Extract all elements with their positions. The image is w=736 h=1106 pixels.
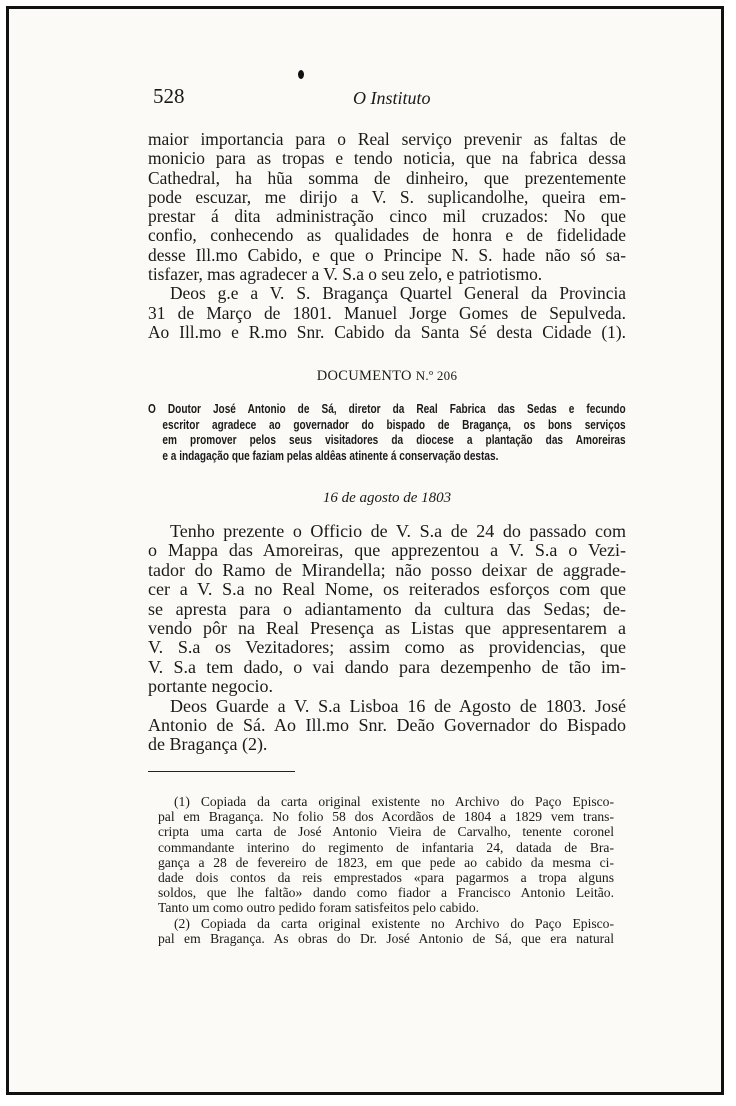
footnote-line: cripta uma carta de José Antonio Vieira de Carvalho, tenente coronel xyxy=(158,824,614,840)
page-number: 528 xyxy=(153,84,185,108)
summary-line: O Doutor José Antonio de Sá, diretor da Real Fabrica das Sedas e fecundo xyxy=(148,402,626,416)
footnote-line: commandante interino do regimento de infantaria 24, datada de Bra- xyxy=(158,839,614,855)
text-line: Deos Guarde a V. S.a Lisboa 16 de Agosto de 1803. José xyxy=(170,695,626,716)
text-line: de Bragança (2). xyxy=(148,734,268,755)
text-line: desse Ill.mo Cabido, e que o Principe N. S. hade não só sa- xyxy=(148,244,626,265)
text-line: tisfazer, mas agradecer a V. S.a o seu zelo, e patriotismo. xyxy=(148,264,543,285)
text-line: o Mappa das Amoreiras, que apprezentou a V. S.a o Vezi- xyxy=(148,540,626,561)
footnote-line: pal em Bragança. As obras do Dr. José Antonio de Sá, que era natural xyxy=(158,930,614,946)
footnote-line: (1) Copiada da carta original existente no Archivo do Paço Episco- xyxy=(174,794,614,809)
document-body xyxy=(148,522,626,755)
text-line: cer a V. S.a no Real Nome, os reiterados esforços com que xyxy=(148,579,626,600)
footnote-divider xyxy=(148,771,295,772)
footnote-line: soldos, que lhe faltão» dando como fiador a Francisco Antonio Leitão. xyxy=(158,885,614,901)
footnote-line: Tanto um como outro pedido foram satisfeitos pelo cabido. xyxy=(158,900,480,916)
summary-line: em promover pelos seus visitadores da diocese a plantação das Amoreiras xyxy=(162,433,626,447)
text-line: V. S.a tem dado, o vai dando para dezempenho de tão im- xyxy=(148,656,626,677)
ink-dot xyxy=(298,70,304,79)
text-line: prestar á dita administração cinco mil cruzados: No que xyxy=(148,206,626,227)
document-date: 16 de agosto de 1803 xyxy=(322,490,452,506)
continuation-text xyxy=(148,130,626,342)
footnote-line: gança a 28 de fevereiro de 1823, em que pede ao cabido da mesma ci- xyxy=(158,854,614,870)
text-line: maior importancia para o Real serviço prevenir as faltas de xyxy=(148,129,626,149)
footnote-line: (2) Copiada da carta original existente no Archivo do Paço Episco- xyxy=(174,915,614,931)
text-line: monicio para as tropas e tendo noticia, que na fabrica dessa xyxy=(148,148,626,169)
text-line: tador do Ramo de Mirandella; não posso deixar de aggrade- xyxy=(148,559,626,580)
running-head: O Instituto xyxy=(353,88,431,108)
text-line: Antonio de Sá. Ao Ill.mo Snr. Deão Governador do Bispado xyxy=(148,715,626,736)
footnotes xyxy=(158,794,614,946)
text-line: Cathedral, ha hũa somma de dinheiro, que prezentemente xyxy=(148,167,626,188)
document-heading xyxy=(148,368,626,385)
text-line: portante negocio. xyxy=(148,676,273,697)
text-line: se apresta para o adiantamento da cultura das Sedas; de- xyxy=(148,598,626,619)
text-line: Tenho prezente o Officio de V. S.a de 24 do passado com xyxy=(170,521,626,541)
document-number: N.º 206 xyxy=(415,368,458,383)
text-line: V. S.a os Vezitadores; assim como as providencias, que xyxy=(148,637,626,658)
summary-line: escritor agradece ao governador do bispado de Bragança, os bons serviços xyxy=(162,417,626,432)
text-line: confio, conhecendo as qualidades de honra e de fidelidade xyxy=(148,225,626,246)
summary-line: e a indagação que faziam pelas aldêas atinente á conservação destas. xyxy=(162,448,499,463)
text-line: vendo pôr na Real Presença as Listas que appresentarem a xyxy=(148,618,626,639)
footnote-line: dade dois contos da reis emprestados «para pagarmos a tropa alguns xyxy=(158,870,614,886)
text-line: 31 de Março de 1801. Manuel Jorge Gomes de Sepulveda. xyxy=(148,302,626,323)
text-line: pode escuzar, me dirijo a V. S. suplicandolhe, queira em- xyxy=(148,186,626,207)
text-line: Ao Ill.mo e R.mo Snr. Cabido da Santa Sé desta Cidade (1). xyxy=(148,321,626,342)
document-heading-label: DOCUMENTO xyxy=(316,368,412,384)
document-summary xyxy=(148,402,626,464)
footnote-line: pal em Bragança. No folio 58 dos Acordãos de 1804 a 1829 vem trans- xyxy=(158,809,614,825)
text-line: Deos g.e a V. S. Bragança Quartel General da Provincia xyxy=(170,283,626,304)
